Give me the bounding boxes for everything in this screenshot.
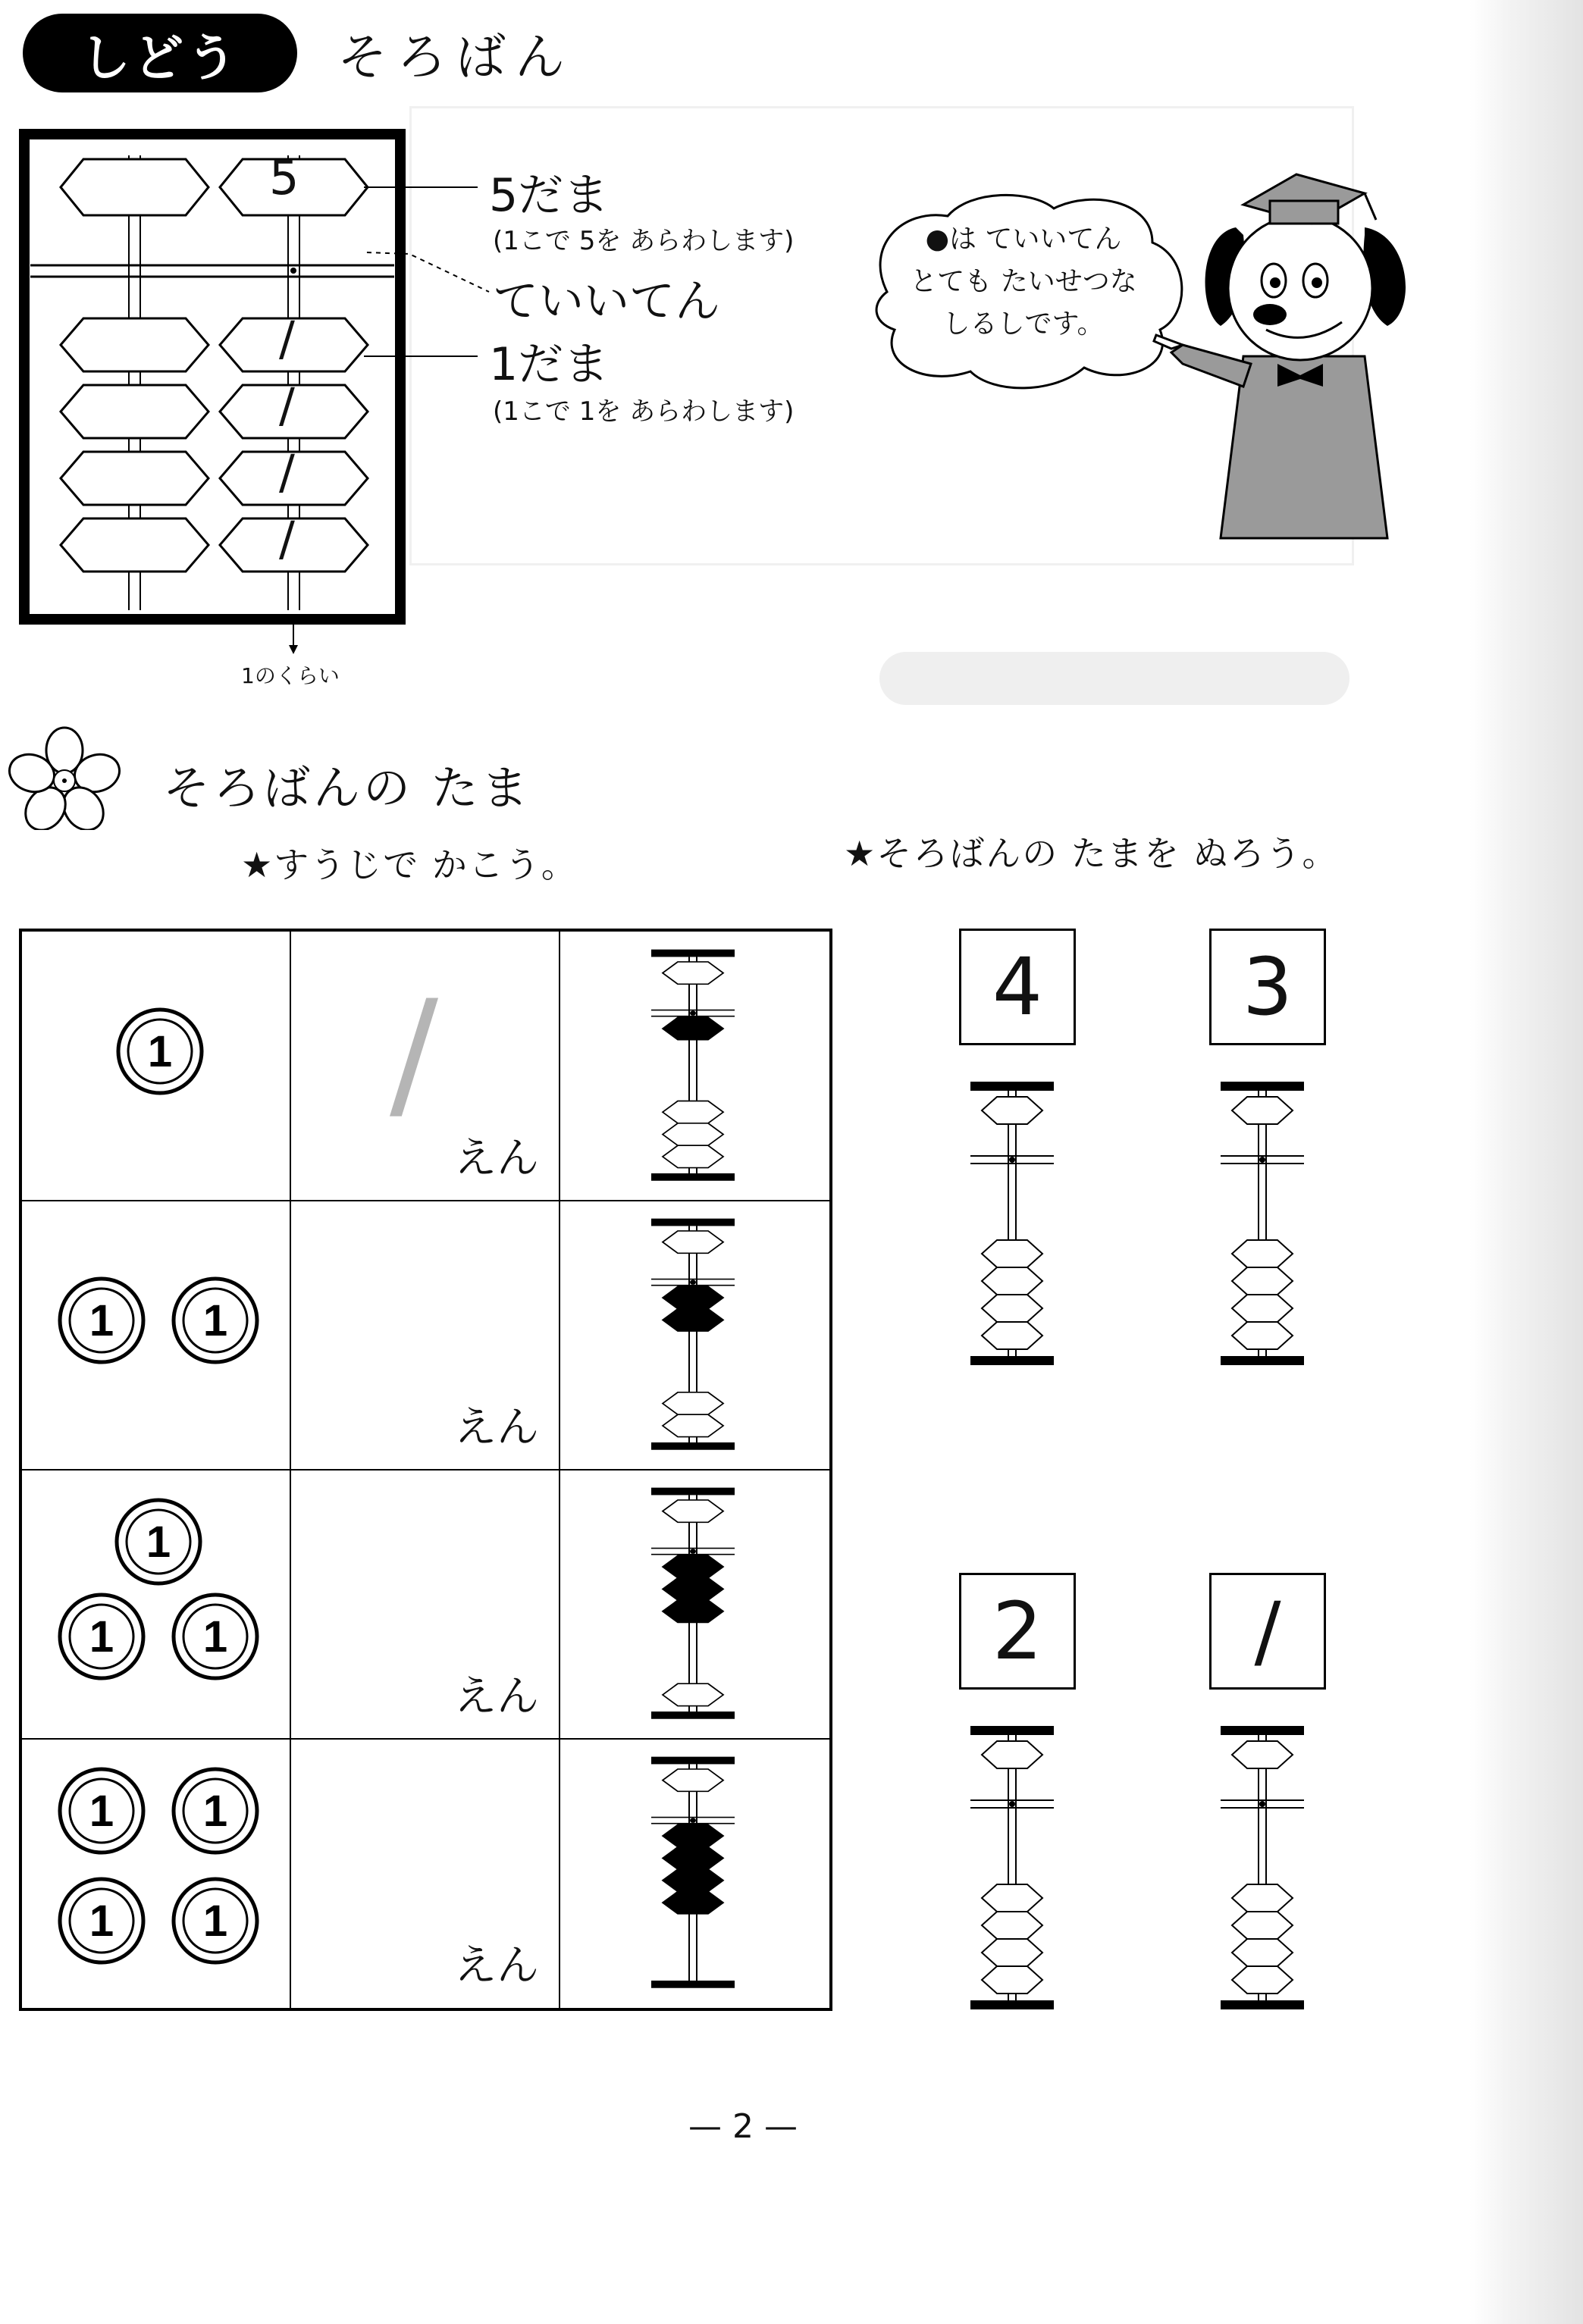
soroban-column <box>644 1486 742 1721</box>
bead <box>663 1683 723 1705</box>
answer-input-cell[interactable] <box>291 1470 560 1739</box>
bead-filled <box>663 1869 723 1891</box>
one-yen-coin-icon <box>113 1496 204 1587</box>
one-yen-coin-icon <box>56 1765 147 1856</box>
point-label: ていいてん <box>493 275 720 328</box>
one-yen-coin-icon <box>56 1875 147 1966</box>
bead <box>1232 1295 1293 1322</box>
bead <box>663 1101 723 1123</box>
bead-filled <box>663 1891 723 1913</box>
one-yen-coin-icon <box>114 1006 205 1097</box>
bead <box>982 1240 1042 1267</box>
bead <box>1232 1267 1293 1295</box>
lesson-badge: しどう <box>23 14 297 92</box>
number-card: 4 <box>959 929 1076 1045</box>
bead <box>663 1414 723 1436</box>
coin-value-label: 1 <box>89 1896 114 1946</box>
coin-value-label: 1 <box>89 1787 114 1836</box>
colorable-soroban[interactable] <box>963 1080 1061 1368</box>
mascot-dog-illustration <box>1137 159 1440 553</box>
colorable-soroban[interactable] <box>1213 1080 1312 1368</box>
abacus-cell <box>560 1201 829 1470</box>
answer-input-cell[interactable] <box>291 932 560 1201</box>
bead-filled <box>663 1847 723 1869</box>
bead <box>982 1322 1042 1349</box>
coin-value-label: 1 <box>147 1027 173 1076</box>
answer-input-cell[interactable] <box>291 1201 560 1470</box>
one-yen-coin-icon <box>56 1275 147 1366</box>
bead-filled <box>663 1309 723 1331</box>
one-bead-digit: / <box>279 444 295 500</box>
abacus-cell <box>560 932 829 1201</box>
page-number: — 2 — <box>688 2107 798 2146</box>
five-bead-digit: 5 <box>269 150 299 205</box>
speech-line: しるしです。 <box>942 309 1105 340</box>
one-bead-label: 1だま <box>489 338 610 391</box>
one-yen-coin-icon <box>56 1591 147 1682</box>
bead <box>982 1939 1042 1966</box>
section-title: そろばんの たま <box>163 760 531 816</box>
one-yen-coin-icon <box>170 1875 261 1966</box>
yen-unit-label: えん <box>454 1134 539 1183</box>
table-row <box>22 1739 291 2008</box>
bead <box>982 1295 1042 1322</box>
table-row <box>22 932 291 1201</box>
one-yen-coin-icon <box>170 1765 261 1856</box>
bead <box>1232 1240 1293 1267</box>
label-leaders <box>364 167 500 364</box>
coin-value-label: 1 <box>202 1896 228 1946</box>
bead <box>1232 1884 1293 1912</box>
colorable-soroban[interactable] <box>1213 1724 1312 2012</box>
bead <box>1232 1966 1293 1994</box>
table-row <box>22 1201 291 1470</box>
number-card: / <box>1209 1573 1326 1690</box>
bead-filled <box>663 1600 723 1622</box>
one-bead-digit: / <box>279 311 295 366</box>
bead <box>982 1267 1042 1295</box>
flower-icon <box>8 724 121 830</box>
bead-filled <box>663 1017 723 1039</box>
answer-input-cell[interactable] <box>291 1739 560 2008</box>
one-yen-coin-icon <box>170 1275 261 1366</box>
coin-value-label: 1 <box>89 1612 114 1662</box>
five-bead-label: 5だま <box>489 169 610 222</box>
five-bead-note: (1こで 5を あらわします) <box>493 226 795 256</box>
number-card: 3 <box>1209 929 1326 1045</box>
bead <box>1232 1322 1293 1349</box>
bead <box>982 1912 1042 1939</box>
abacus-cell <box>560 1739 829 2008</box>
abacus-cell <box>560 1470 829 1739</box>
bead <box>663 1123 723 1145</box>
bead-filled <box>663 1286 723 1308</box>
coin-value-label: 1 <box>146 1517 171 1567</box>
abacus-diagram <box>15 125 409 656</box>
page-edge-shadow <box>1469 0 1583 2324</box>
bead <box>1232 1912 1293 1939</box>
one-bead-note: (1こで 1を あらわします) <box>493 396 795 427</box>
sample-answer: / <box>390 969 439 1137</box>
coin-exercise-table <box>19 929 832 2011</box>
one-bead-digit: / <box>279 377 295 433</box>
instruction-color-beads: ★そろばんの たまを ぬろう。 <box>844 833 1339 874</box>
table-row <box>22 1470 291 1739</box>
coin-value-label: 1 <box>202 1612 228 1662</box>
bead-filled <box>663 1555 723 1577</box>
instruction-write-numbers: ★すうじで かこう。 <box>241 844 578 885</box>
bead <box>982 1884 1042 1912</box>
bleed-through-ghost <box>879 652 1349 705</box>
one-yen-coin-icon <box>170 1591 261 1682</box>
bead <box>663 1145 723 1167</box>
speech-line: とても たいせつな <box>910 266 1137 297</box>
soroban-column <box>644 1217 742 1452</box>
bead-filled <box>663 1824 723 1846</box>
soroban-column <box>644 1756 742 1990</box>
bead <box>982 1966 1042 1994</box>
yen-unit-label: えん <box>454 1941 539 1990</box>
speech-line: ●は ていいてん <box>925 224 1122 255</box>
bead <box>663 1392 723 1414</box>
page-title: そろばん <box>337 28 574 86</box>
colorable-soroban[interactable] <box>963 1724 1061 2012</box>
speech-text <box>879 218 1168 346</box>
bead-filled <box>663 1578 723 1600</box>
soroban-column <box>644 948 742 1183</box>
one-bead-digit: / <box>279 511 295 566</box>
yen-unit-label: えん <box>454 1403 539 1452</box>
number-card: 2 <box>959 1573 1076 1690</box>
coin-value-label: 1 <box>202 1787 228 1836</box>
coin-value-label: 1 <box>89 1296 114 1345</box>
bead <box>1232 1939 1293 1966</box>
coin-value-label: 1 <box>202 1296 228 1345</box>
yen-unit-label: えん <box>454 1672 539 1721</box>
place-label: 1のくらい <box>241 663 340 688</box>
